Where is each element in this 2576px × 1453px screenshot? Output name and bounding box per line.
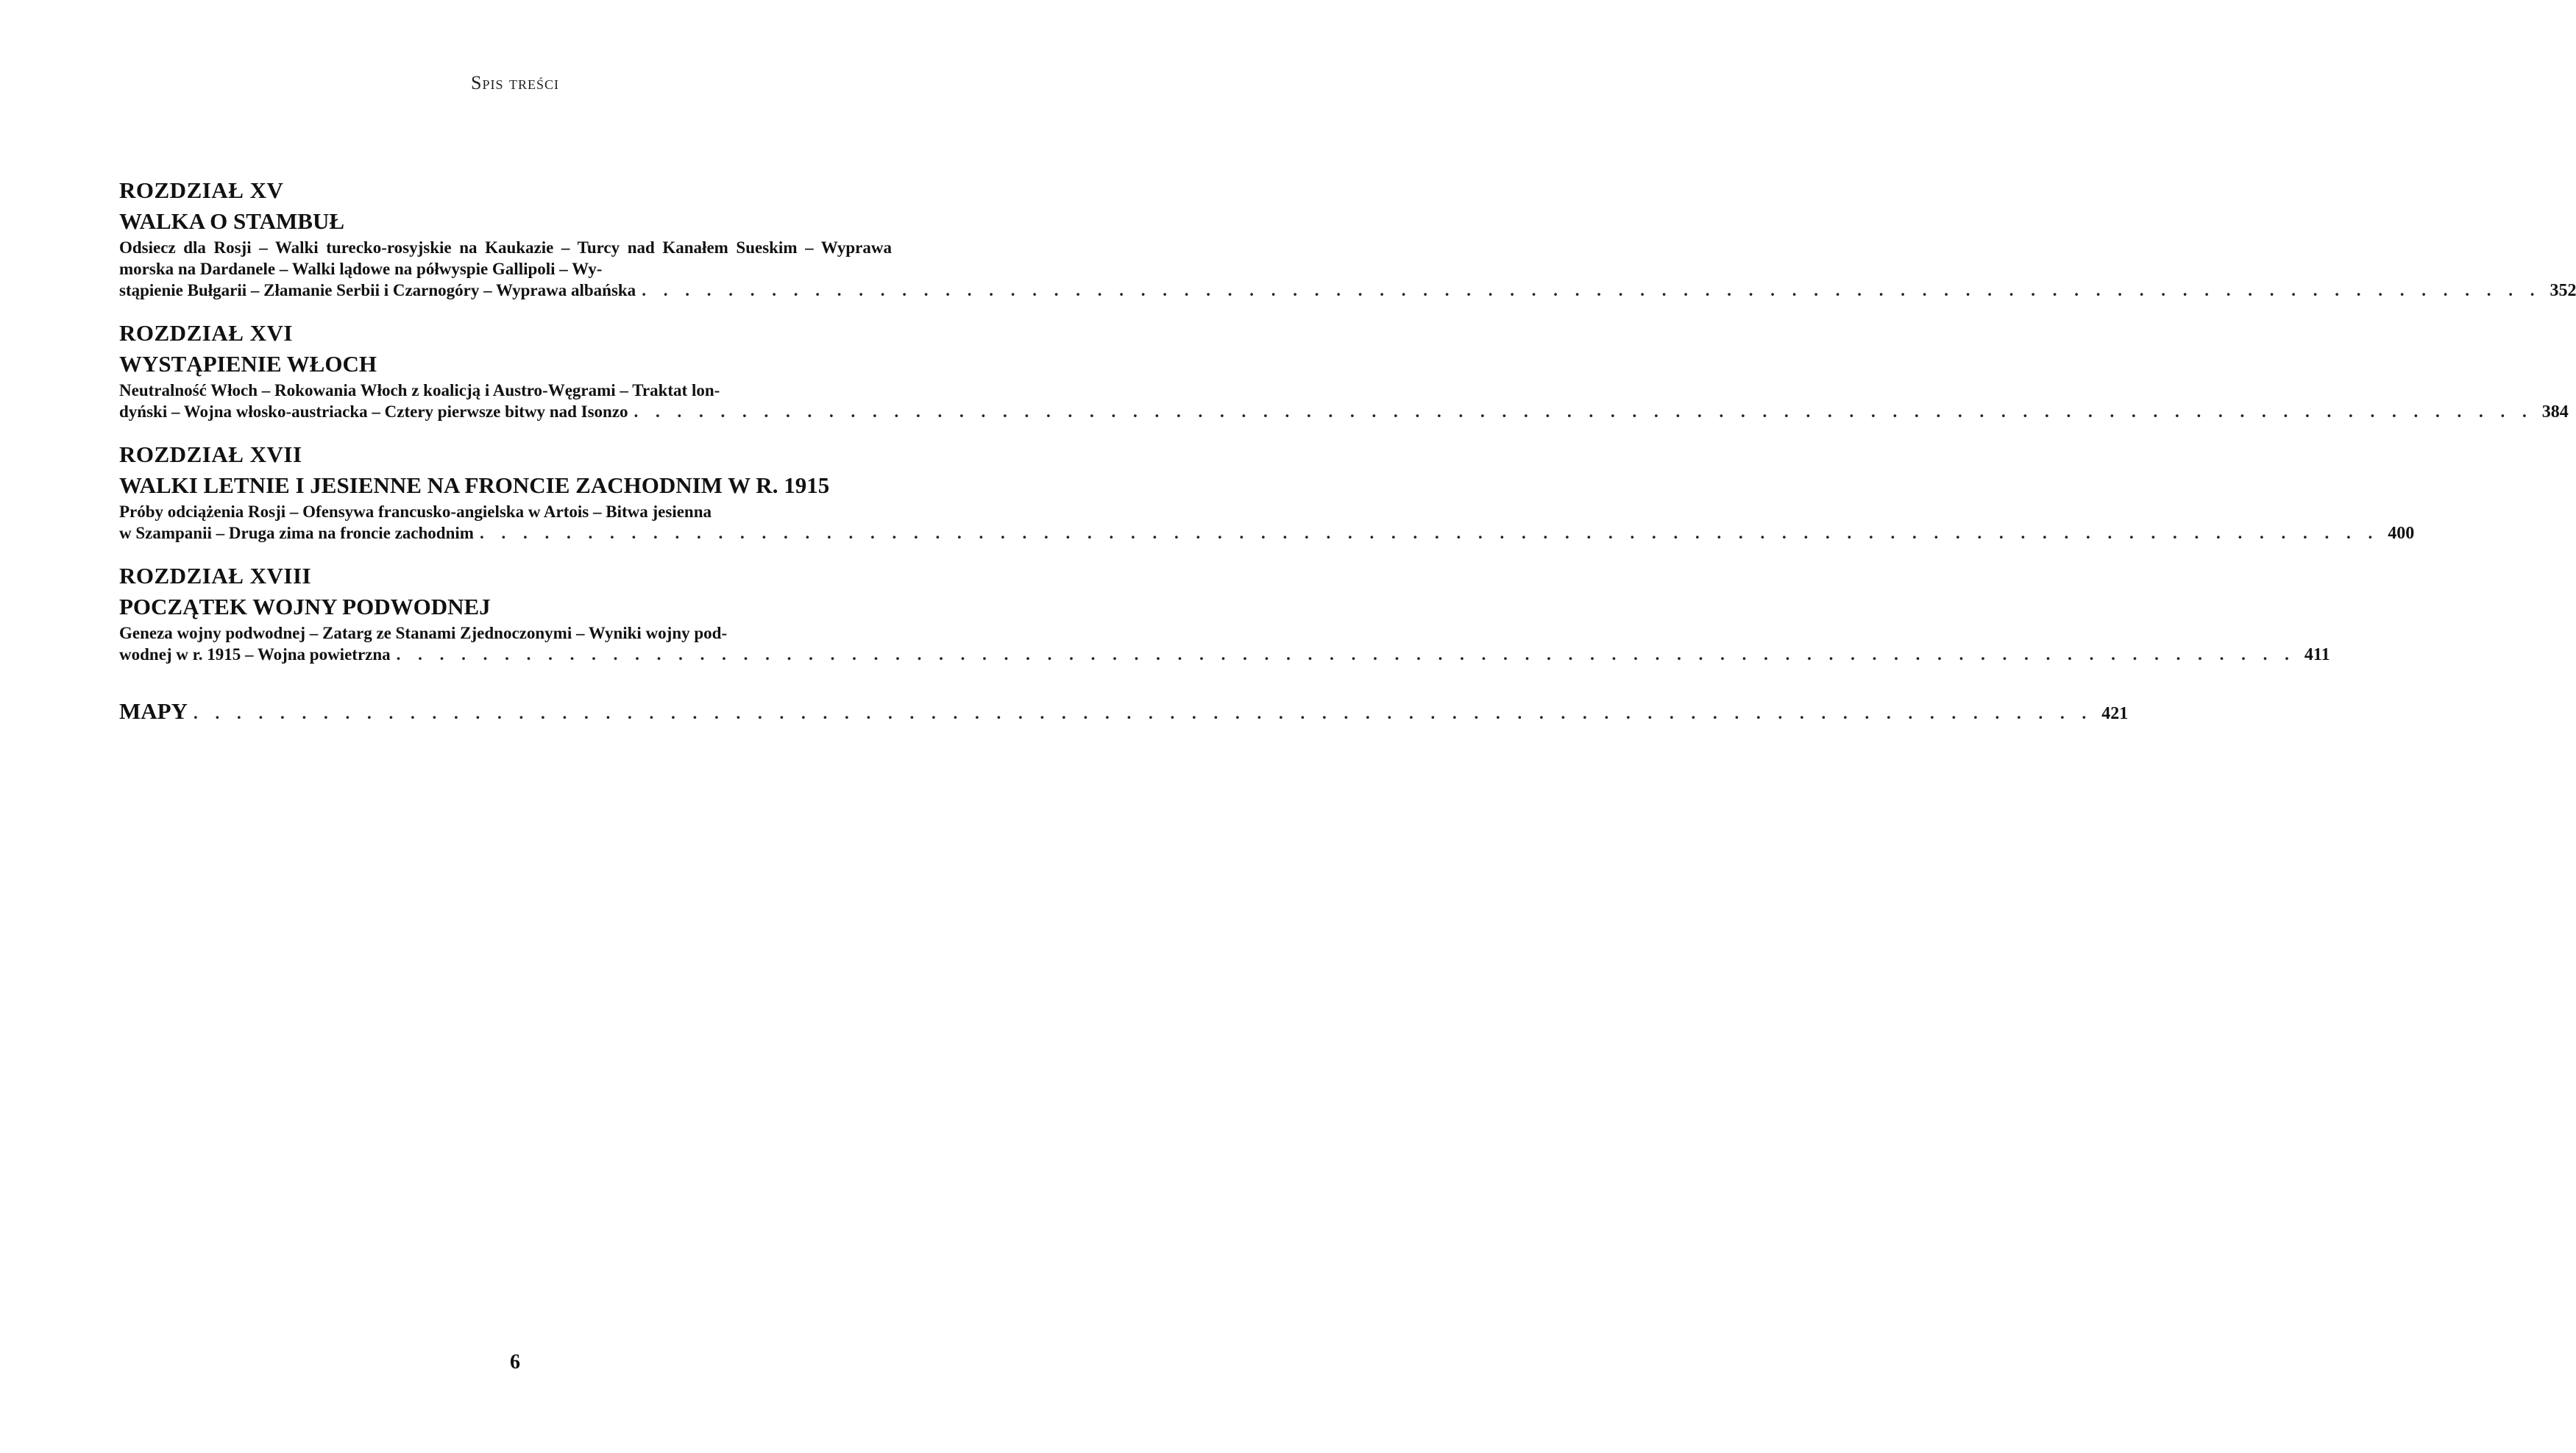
page-number: 384: [2541, 402, 2569, 422]
page-folio: 6: [510, 1351, 520, 1374]
chapter-description: Odsiecz dla Rosji – Walki turecko-rosyjskie na Kaukazie – Turcy nad Kanałem Sueskim – Wyprawa morska na Dardanele – Walki lądowe na półwyspie Gallipoli – Wy-: [119, 238, 892, 278]
dot-leader: . . . . . . . . . . . . . . . . . . . . . . . . . . . . . . . . . . . . . . . . . . . . . . . . . . . . . . . . . . . . . . . . . . . . . . . . . . . . . . . . . . . . . . . .: [479, 524, 2380, 542]
toc-chapter-xv: [119, 175, 2576, 302]
chapter-label: ROZDZIAŁ XV: [119, 177, 284, 203]
chapter-description: Neutralność Włoch – Rokowania Włoch z koalicją i Austro-Węgrami – Traktat lon-: [119, 381, 720, 399]
maps-label: MAPY: [119, 698, 188, 724]
page-number: 411: [2304, 645, 2330, 664]
dot-leader: . . . . . . . . . . . . . . . . . . . . . . . . . . . . . . . . . . . . . . . . . . . . . . . . . . . . . . . . . . . . . . . . . . . . . . . . . . . . . . . . . . . . . . . .: [634, 402, 2533, 421]
chapter-title: POCZĄTEK WOJNY PODWODNEJ: [119, 594, 491, 619]
chapter-description-end: wodnej w r. 1915 – Wojna powietrzna: [119, 645, 391, 664]
dot-leader: . . . . . . . . . . . . . . . . . . . . . . . . . . . . . . . . . . . . . . . . . . . . . . . . . . . . . . . . . . . . . . . . . . . . . . . . . . . . . . . . . . . . . . . .: [642, 281, 2541, 299]
chapter-title: WALKA O STAMBUŁ: [119, 208, 345, 234]
chapter-description-end: stąpienie Bułgarii – Złamanie Serbii i Czarnogóry – Wyprawa albańska: [119, 281, 636, 299]
toc-chapter-xvii: [119, 439, 2415, 544]
toc-maps-entry: [119, 698, 2129, 725]
chapter-label: ROZDZIAŁ XVI: [119, 320, 293, 346]
page-number: 400: [2388, 524, 2415, 543]
running-head: Spis treści: [471, 72, 559, 93]
page-number: 352: [2550, 281, 2576, 300]
chapter-description-end: dyński – Wojna włosko-austriacka – Cztery pierwsze bitwy nad Isonzo: [119, 402, 628, 421]
table-of-contents: [119, 175, 2576, 725]
chapter-title: WALKI LETNIE I JESIENNE NA FRONCIE ZACHODNIM W R. 1915: [119, 472, 830, 498]
chapter-description: Geneza wojny podwodnej – Zatarg ze Stanami Zjednoczonymi – Wyniki wojny pod-: [119, 624, 728, 642]
chapter-description: Próby odciążenia Rosji – Ofensywa francusko-angielska w Artois – Bitwa jesienna: [119, 502, 712, 521]
page-number: 421: [2101, 704, 2129, 723]
chapter-description-last-line: [119, 644, 2330, 666]
dot-leader: . . . . . . . . . . . . . . . . . . . . . . . . . . . . . . . . . . . . . . . . . . . . . . . . . . . . . . . . . . . . . . . . . . . . . . . . . . . . . . . . . . . . . . . .: [193, 704, 2093, 722]
toc-chapter-xvi: [119, 318, 2569, 423]
chapter-description-last-line: [119, 522, 2415, 544]
chapter-label: ROZDZIAŁ XVIII: [119, 563, 312, 589]
toc-chapter-xviii: [119, 561, 2330, 666]
chapter-description-end: w Szampanii – Druga zima na froncie zachodnim: [119, 524, 474, 542]
chapter-description-last-line: [119, 280, 2576, 302]
dot-leader: . . . . . . . . . . . . . . . . . . . . . . . . . . . . . . . . . . . . . . . . . . . . . . . . . . . . . . . . . . . . . . . . . . . . . . . . . . . . . . . . . . . . . . . .: [396, 645, 2296, 664]
chapter-label: ROZDZIAŁ XVII: [119, 441, 302, 467]
chapter-description-last-line: [119, 401, 2569, 423]
chapter-title: WYSTĄPIENIE WŁOCH: [119, 351, 377, 377]
